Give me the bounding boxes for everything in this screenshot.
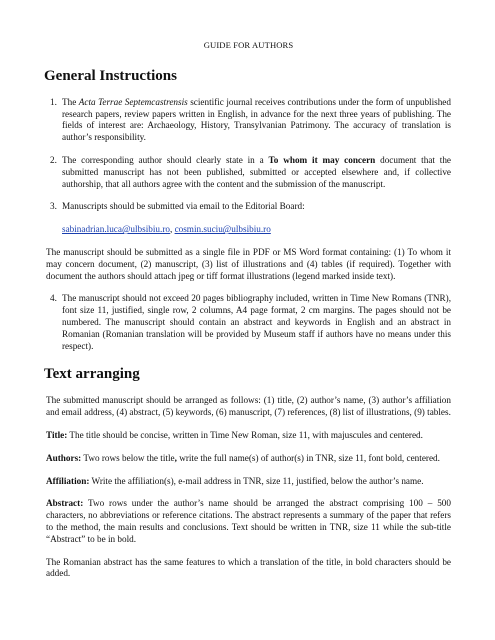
rule-label: Affiliation:: [46, 475, 90, 486]
rule-text: Two rows below the title: [81, 452, 175, 463]
item-text: scientific journal receives contributions under the form of unpublished research papers, review papers written in English, in advance for the next three years of publishing. The fields of interest are: Archaeology, History, Transylvanian Patrimony. The accuracy of translation is author’s responsibility.: [62, 96, 451, 143]
email-link-suciu[interactable]: cosmin.suciu@ulbsibiu.ro: [174, 224, 271, 235]
rule-label: Title:: [46, 429, 68, 440]
abstract-rule: [46, 498, 451, 545]
document-name: To whom it may concern: [268, 154, 376, 165]
affiliation-rule: [46, 476, 451, 488]
item-text: The manuscript should not exceed 20 pages bibliography included, written in Time New Romans (TNR), font size 11, justified, single row, 2 columns, A4 page format, 2 cm margins. The pages should not be numbered. The manuscript should contain an abstract and keywords in English and an abstract in Romanian (Romanian translation will be provided by Museum staff if authors have no means under this respect).: [62, 293, 451, 351]
section-heading-general-instructions: General Instructions: [44, 67, 177, 84]
item-text: document that the submitted manuscript has not been published, submitted or accepted elsewhere and, if collective authorship, that all authors agree with the content and the submission of the manuscript.: [62, 154, 451, 189]
instructions-list-continued: [46, 293, 451, 352]
item-text: The corresponding author should clearly state in a: [62, 154, 269, 165]
instruction-item-2: [50, 154, 451, 190]
instruction-item-4: [50, 293, 451, 352]
email-separator: ,: [169, 224, 175, 235]
item-number: 3.: [50, 201, 57, 212]
rule-text: The title should be concise, written in Time New Roman, size 11, with majuscules and centered.: [67, 429, 423, 440]
arrangement-intro: The submitted manuscript should be arranged as follows: (1) title, (2) author’s name, (3) author’s affiliation and email address, (4) abstract, (5) keywords, (6) manuscript, (7) references, (8) list of illustrations, (9) tables.: [46, 395, 451, 418]
rule-text: Two rows under the author’s name should be arranged the abstract comprising 100 – 500 characters, no abbreviations or reference citations. The abstract represents a summary of the paper that refers to the method, the main results and conclusions. Text should be written in TNR, size 11 while the sub-title “Abstract” to be in bold.: [46, 498, 451, 544]
item-number: 4.: [50, 293, 57, 304]
rule-label: Authors:: [46, 452, 82, 463]
item-number: 1.: [50, 96, 57, 107]
manuscript-format-paragraph: The manuscript should be submitted as a single file in PDF or MS Word format containing: (1) To whom it may concern document, (2) manuscript, (3) list of illustrations and (4) tables (if required). Together with document the authors should attach jpeg or tiff format illustrations (legend marked inside text).: [46, 246, 451, 281]
email-link-luca[interactable]: sabinadrian.luca@ulbsibiu.ro: [62, 224, 170, 235]
section-heading-text-arranging: Text arranging: [44, 366, 140, 383]
authors-rule: [46, 453, 451, 465]
item-number: 2.: [50, 154, 57, 165]
email-addresses: [46, 224, 451, 236]
item-text: The: [62, 96, 79, 107]
romanian-abstract-rule: The Romanian abstract has the same features to which a translation of the title, in bold characters should be added.: [46, 556, 451, 579]
rule-text: Write the affiliation(s), e-mail address in TNR, size 11, justified, below the author’s name.: [89, 475, 424, 486]
rule-text: write the full name(s) of author(s) in TNR, size 11, font bold, centered.: [176, 452, 440, 463]
rule-comma: ,: [174, 452, 177, 463]
instructions-list: [46, 97, 451, 213]
instruction-item-3: [50, 201, 451, 213]
title-rule: [46, 430, 451, 442]
rule-label: Abstract:: [46, 498, 84, 509]
instruction-item-1: [50, 96, 451, 144]
item-text: Manuscripts should be submitted via email to the Editorial Board:: [62, 201, 305, 212]
journal-name: Acta Terrae Septemcastrensis: [78, 96, 188, 107]
document-title: GUIDE FOR AUTHORS: [203, 40, 294, 50]
